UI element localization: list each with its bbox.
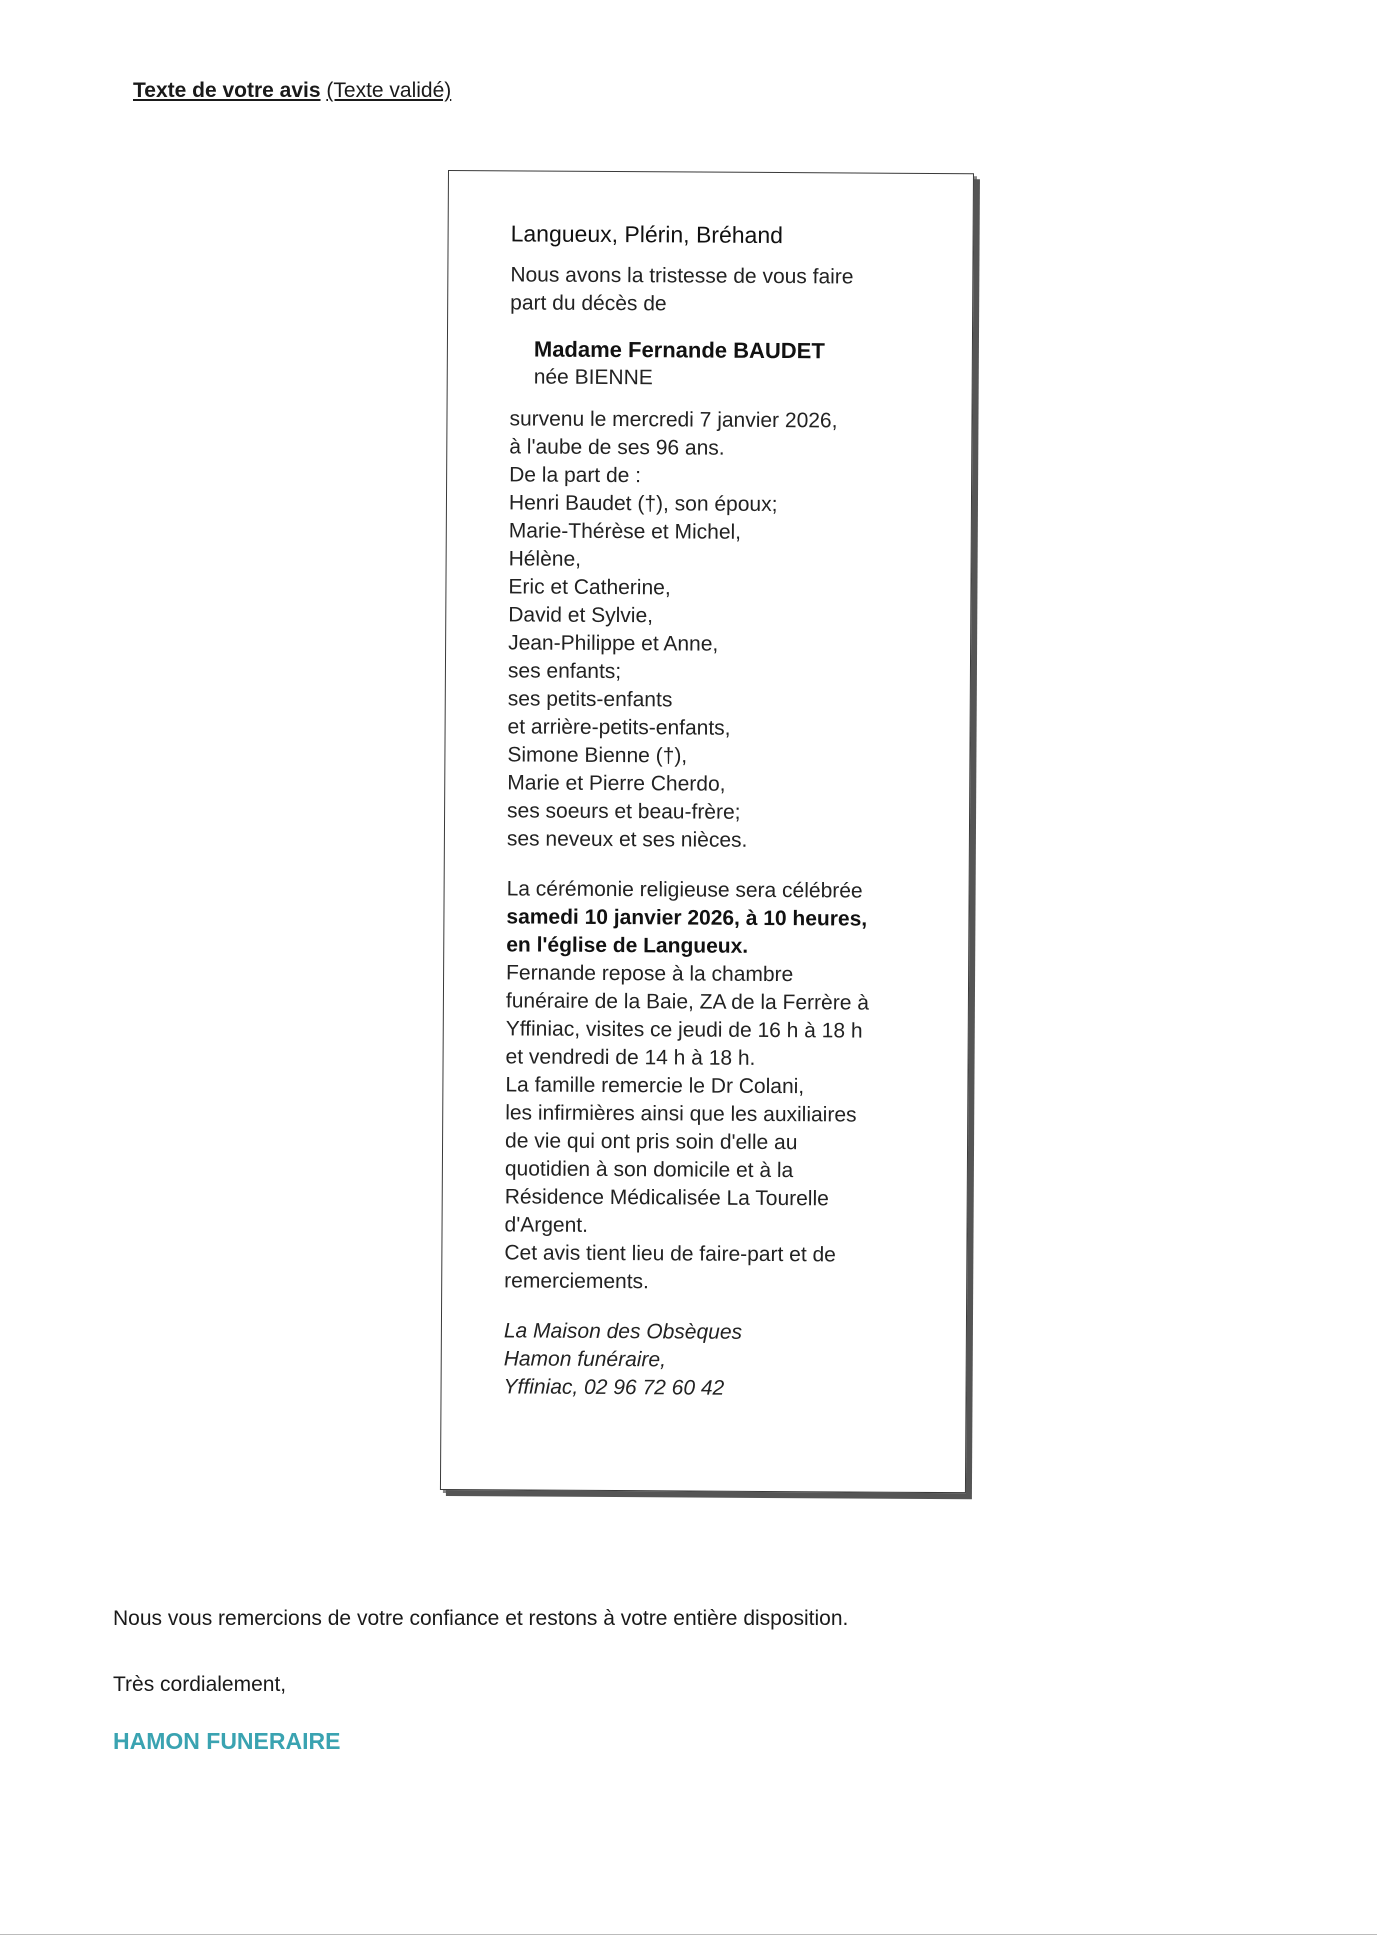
details-line: les infirmières ainsi que les auxiliaires [505, 1101, 857, 1127]
thanks-text: Nous vous remercions de votre confiance et restons à votre entière disposition. [113, 1607, 849, 1630]
body-line: ses neveux et ses nièces. [506, 827, 748, 852]
body-line: Marie et Pierre Cherdo, [507, 771, 726, 796]
body-line: à l'aube de ses 96 ans. [509, 435, 725, 460]
page-bottom-divider [0, 1934, 1377, 1935]
details-line: Yffiniac, visites ce jeudi de 16 h à 18 h [505, 1017, 863, 1043]
details-line: d'Argent. [504, 1213, 589, 1237]
notice-body [507, 405, 940, 856]
body-line: Marie-Thérèse et Michel, [508, 519, 742, 544]
notice-intro [510, 261, 940, 320]
regards-text: Très cordialement, [113, 1673, 287, 1696]
body-line: De la part de : [509, 463, 642, 488]
intro-line: Nous avons la tristesse de vous faire [510, 263, 854, 289]
ceremony-intro: La cérémonie religieuse sera célébrée [506, 877, 863, 903]
notice-header [133, 78, 451, 104]
body-line: survenu le mercredi 7 janvier 2026, [509, 407, 838, 433]
details-line: quotidien à son domicile et à la [504, 1157, 794, 1183]
details-line: La famille remercie le Dr Colani, [505, 1073, 805, 1099]
ceremony-date: samedi 10 janvier 2026, à 10 heures, [506, 905, 868, 931]
header-title: Texte de votre avis [133, 79, 321, 102]
body-line: ses enfants; [507, 659, 622, 684]
details-line: de vie qui ont pris soin d'elle au [505, 1129, 798, 1155]
details-line: et vendredi de 14 h à 18 h. [505, 1045, 756, 1070]
ceremony-block [504, 875, 937, 1298]
funeral-home-signature [503, 1317, 934, 1404]
deceased-name: Madame Fernande BAUDET [533, 336, 825, 364]
details-line: Résidence Médicalisée La Tourelle [504, 1185, 829, 1211]
details-line: funéraire de la Baie, ZA de la Ferrère à [505, 989, 870, 1015]
body-line: Jean-Philippe et Anne, [508, 631, 719, 656]
body-line: David et Sylvie, [508, 603, 654, 628]
header-subtitle: (Texte validé) [326, 79, 452, 102]
body-line: ses petits-enfants [507, 687, 673, 712]
details-line: Fernande repose à la chambre [506, 961, 794, 987]
body-line: ses soeurs et beau-frère; [507, 799, 741, 824]
deceased-block [510, 335, 940, 394]
company-name: HAMON FUNERAIRE [113, 1728, 341, 1754]
signature-line: Hamon funéraire, [503, 1347, 667, 1372]
body-line: Simone Bienne (†), [507, 743, 688, 768]
intro-line: part du décès de [510, 291, 667, 316]
obituary-notice [440, 170, 974, 1493]
notice-towns: Langueux, Plérin, Bréhand [510, 220, 784, 249]
maiden-name: née BIENNE [533, 365, 653, 390]
body-line: et arrière-petits-enfants, [507, 715, 731, 740]
details-line: Cet avis tient lieu de faire-part et de [504, 1241, 836, 1267]
body-line: Eric et Catherine, [508, 575, 671, 600]
body-line: Henri Baudet (†), son époux; [508, 491, 778, 517]
body-line: Hélène, [508, 547, 582, 571]
ceremony-place: en l'église de Langueux. [506, 933, 749, 958]
details-line: remerciements. [504, 1269, 649, 1294]
signature-line: La Maison des Obsèques [503, 1319, 743, 1344]
signature-line: Yffiniac, 02 96 72 60 42 [503, 1375, 725, 1400]
